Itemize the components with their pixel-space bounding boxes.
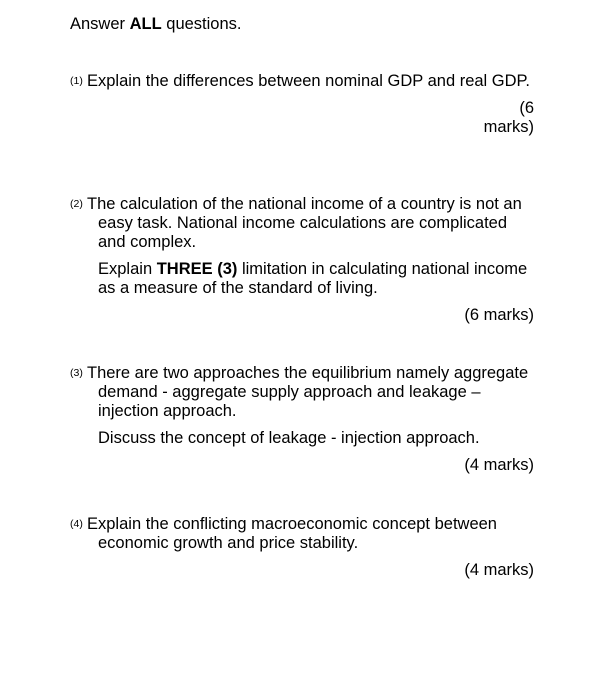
question-4 <box>70 515 534 580</box>
question-3 <box>70 364 534 475</box>
question-3-line <box>70 364 534 421</box>
question-4-text: Explain the conflicting macroeconomic concept between economic growth and price stability. <box>87 515 497 552</box>
question-1 <box>70 72 534 137</box>
question-3-marks: (4 marks) <box>464 456 534 474</box>
question-3-text: There are two approaches the equilibrium namely aggregate demand - aggregate supply approach and leakage – injection approach. <box>87 364 529 420</box>
question-1-text: Explain the differences between nominal GDP and real GDP. <box>87 72 531 90</box>
question-2-number: (2) <box>70 198 83 210</box>
instructions <box>70 15 242 34</box>
question-2 <box>70 195 534 325</box>
question-2-text: The calculation of the national income of a country is not an easy task. National income calculations are complicated and complex. <box>87 195 522 251</box>
question-1-marks: (6 marks) <box>483 99 534 136</box>
question-2-followup-emphasis: THREE (3) <box>156 260 238 278</box>
question-2-followup <box>70 260 534 298</box>
instructions-suffix: questions. <box>161 15 242 33</box>
question-3-number: (3) <box>70 367 83 379</box>
question-4-number: (4) <box>70 518 83 530</box>
question-2-followup-prefix: Explain <box>98 260 157 278</box>
question-4-marks: (4 marks) <box>464 561 534 579</box>
question-2-followup-suffix: limitation in calculating national income as a measure of the standard of living. <box>98 260 528 297</box>
instructions-prefix: Answer <box>70 15 130 33</box>
question-1-number: (1) <box>70 75 83 87</box>
instructions-emphasis: ALL <box>129 15 162 33</box>
question-2-line <box>70 195 534 252</box>
question-1-line <box>70 72 534 91</box>
question-3-followup: Discuss the concept of leakage - injection approach. <box>98 429 480 447</box>
question-2-marks: (6 marks) <box>464 306 534 324</box>
question-4-line <box>70 515 534 553</box>
